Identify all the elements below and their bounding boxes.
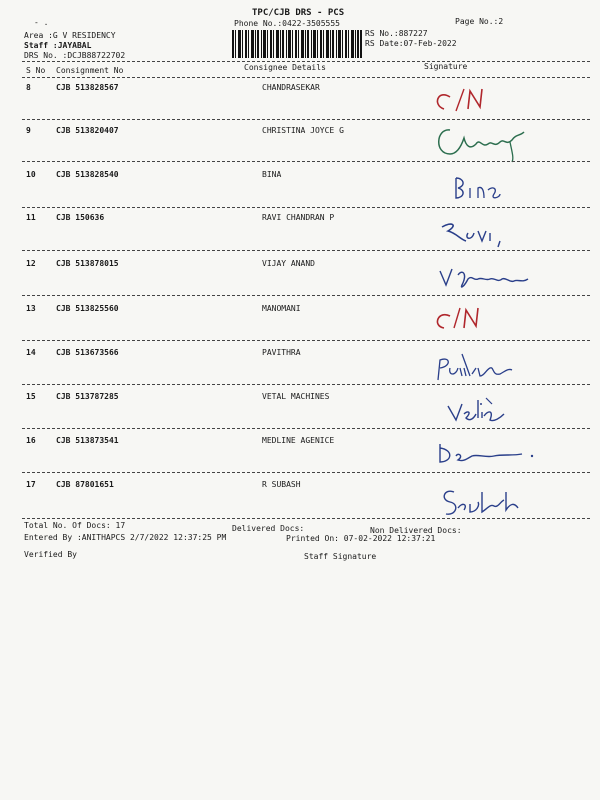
- handwritten-signature: [428, 390, 548, 430]
- handwritten-signature: [428, 124, 558, 164]
- row-divider: [22, 384, 590, 385]
- document-title: TPC/CJB DRS - PCS: [252, 8, 345, 18]
- handwritten-signature: [428, 257, 558, 297]
- row-consignee: CHANDRASEKAR: [262, 83, 320, 92]
- row-sno: 13: [26, 304, 36, 313]
- row-consignee: VETAL MACHINES: [262, 392, 330, 401]
- column-consignee: Consignee Details: [244, 63, 326, 72]
- handwritten-signature: [428, 478, 558, 522]
- barcode-image: [232, 30, 362, 58]
- rs-date: RS Date:07-Feb-2022: [365, 39, 457, 48]
- row-sno: 17: [26, 480, 36, 489]
- row-consignment: CJB 513673566: [56, 348, 119, 357]
- header-divider-bottom: [22, 77, 590, 78]
- table-row: [0, 83, 600, 127]
- table-row: [0, 436, 600, 480]
- row-consignee: VIJAY ANAND: [262, 259, 315, 268]
- header-divider-top: [22, 61, 590, 62]
- delivered-docs: Delivered Docs:: [232, 524, 305, 533]
- row-consignee: CHRISTINA JOYCE G: [262, 126, 344, 135]
- phone-number: Phone No.:0422-3505555: [234, 19, 340, 28]
- row-consignee: MANOMANI: [262, 304, 301, 313]
- entered-by: Entered By :ANITHAPCS 2/7/2022 12:37:25 PM: [24, 533, 227, 542]
- handwritten-signature: [428, 434, 558, 474]
- column-consignment: Consignment No: [56, 66, 124, 75]
- row-sno: 14: [26, 348, 36, 357]
- total-docs: Total No. Of Docs: 17: [24, 521, 126, 530]
- table-row: [0, 348, 600, 392]
- row-divider: [22, 428, 590, 429]
- non-delivered-docs: Non Delivered Docs:: [370, 526, 462, 535]
- row-divider: [22, 295, 590, 296]
- row-consignment: CJB 513825560: [56, 304, 119, 313]
- row-consignee: R SUBASH: [262, 480, 301, 489]
- handwritten-signature: [428, 81, 548, 121]
- row-consignee: BINA: [262, 170, 282, 179]
- row-sno: 8: [26, 83, 31, 92]
- staff-signature: Staff Signature: [304, 552, 377, 561]
- rs-number: RS No.:887227: [365, 29, 428, 38]
- row-consignment: CJB 513787285: [56, 392, 119, 401]
- column-sno: S No: [26, 66, 46, 75]
- row-consignee: MEDLINE AGENICE: [262, 436, 335, 445]
- verified-by: Verified By: [24, 550, 77, 559]
- row-consignee: PAVITHRA: [262, 348, 301, 357]
- area-label: Area :G V RESIDENCY: [24, 31, 116, 40]
- row-sno: 12: [26, 259, 36, 268]
- handwritten-signature: [428, 302, 548, 342]
- row-sno: 9: [26, 126, 31, 135]
- handwritten-signature: [428, 211, 548, 251]
- table-row: [0, 259, 600, 303]
- column-signature: Signature: [424, 62, 468, 71]
- drs-number: DRS No. :DCJB88722702: [24, 51, 126, 60]
- row-sno: 15: [26, 392, 36, 401]
- page-number: Page No.:2: [455, 17, 504, 26]
- corner-mark: - .: [34, 18, 49, 27]
- row-divider: [22, 250, 590, 251]
- row-sno: 11: [26, 213, 36, 222]
- row-consignment: CJB 513828567: [56, 83, 119, 92]
- handwritten-signature: [428, 346, 558, 386]
- handwritten-signature: [428, 168, 548, 208]
- row-sno: 16: [26, 436, 36, 445]
- table-row: [0, 304, 600, 348]
- row-consignment: CJB 87801651: [56, 480, 114, 489]
- row-divider: [22, 207, 590, 208]
- row-consignment: CJB 513820407: [56, 126, 119, 135]
- row-divider: [22, 119, 590, 120]
- row-divider: [22, 161, 590, 162]
- row-consignee: RAVI CHANDRAN P: [262, 213, 335, 222]
- table-row: [0, 392, 600, 436]
- printed-on: Printed On: 07-02-2022 12:37:21: [286, 534, 436, 543]
- staff-label: Staff :JAYABAL: [24, 41, 92, 50]
- row-consignment: CJB 150636: [56, 213, 105, 222]
- row-divider: [22, 472, 590, 473]
- row-consignment: CJB 513873541: [56, 436, 119, 445]
- table-row: [0, 126, 600, 170]
- row-divider: [22, 340, 590, 341]
- row-consignment: CJB 513828540: [56, 170, 119, 179]
- row-consignment: CJB 513878015: [56, 259, 119, 268]
- row-divider: [22, 518, 590, 519]
- row-sno: 10: [26, 170, 36, 179]
